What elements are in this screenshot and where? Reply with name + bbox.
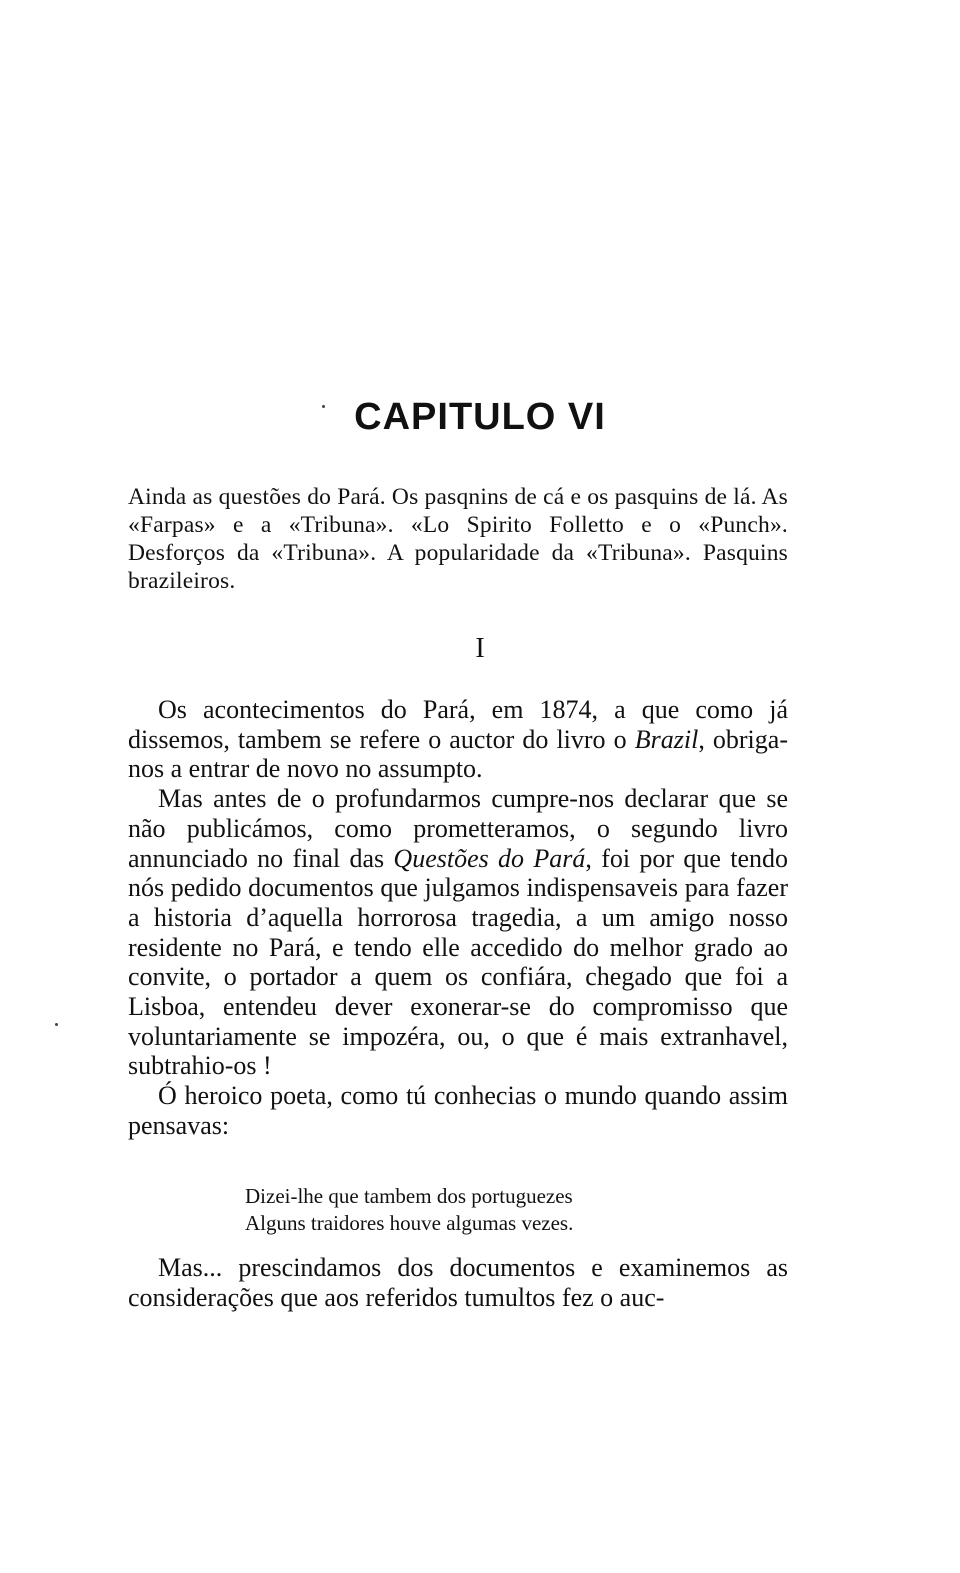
closing-text-block bbox=[128, 1253, 788, 1312]
verse-quote bbox=[245, 1183, 765, 1237]
print-speck bbox=[322, 405, 325, 408]
chapter-summary: Ainda as questões do Pará. Os pasqnins de cá e os pasquins de lá. As «Farpas» e a «Tribuna». «Lo Spirito Folletto e o «Punch». Desforços da «Tribuna». A popularidade da «Tribuna». Pasquins brazileiros. bbox=[128, 484, 788, 594]
print-speck bbox=[55, 1023, 58, 1026]
paragraph-2 bbox=[128, 784, 788, 1081]
main-text-block bbox=[128, 695, 788, 1141]
paragraph-2-text-b: , foi por que tendo nós pedido documentos que julgamos indispensaveis para fazer a historia d’aquella horrorosa tragedia, a um amigo nosso residente no Pará, e tendo elle accedido do melhor grado ao convite, o portador a quem os confiára, chegado que foi a Lisboa, entendeu dever exonerar-se do compromisso que voluntariamente se impozéra, ou, o que é mais extranhavel, subtrahio-os ! bbox=[128, 843, 788, 1081]
paragraph-1-text-a: Os acontecimentos do Pará, em 1874, a que como já dissemos, tambem se refere o auctor do livro o bbox=[128, 695, 788, 754]
paragraph-2-text-a: Mas antes de o profundarmos cumpre-nos declarar que se não publicámos, como prometteramos, o segundo livro annunciado no final das bbox=[128, 784, 788, 873]
paragraph-4: Mas... prescindamos dos documentos e examinemos as considerações que aos referidos tumultos fez o auc- bbox=[128, 1253, 788, 1312]
section-number: I bbox=[475, 633, 485, 664]
paragraph-1 bbox=[128, 695, 788, 784]
verse-line-2: Alguns traidores houve algumas vezes. bbox=[245, 1211, 574, 1235]
paragraph-2-book-title: Questões do Pará bbox=[393, 843, 586, 873]
paragraph-1-book-title: Brazil bbox=[634, 724, 699, 754]
verse-line-1: Dizei-lhe que tambem dos portuguezes bbox=[245, 1184, 573, 1208]
chapter-title: CAPITULO VI bbox=[354, 396, 606, 438]
paragraph-3: Ó heroico poeta, como tú conhecias o mundo quando assim pensavas: bbox=[128, 1081, 788, 1140]
paragraph-1-text-b: , obriga-nos a entrar de novo no assumpto. bbox=[128, 724, 788, 784]
